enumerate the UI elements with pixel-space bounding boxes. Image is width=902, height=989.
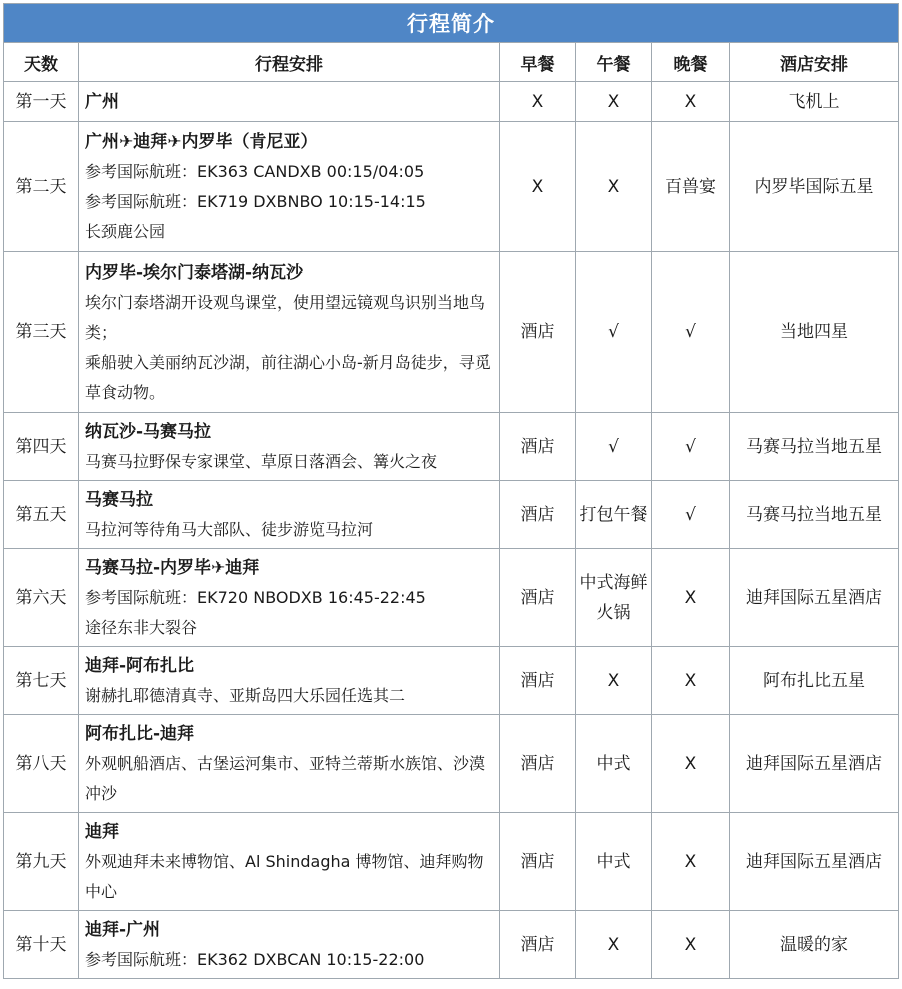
dinner-cell: X bbox=[652, 715, 730, 813]
dinner-cell: √ bbox=[652, 413, 730, 481]
dinner-cell: √ bbox=[652, 252, 730, 413]
itinerary-title: 内罗毕-埃尔门泰塔湖-纳瓦沙 bbox=[85, 262, 304, 283]
itinerary-detail: 马拉河等待角马大部队、徒步游览马拉河 bbox=[85, 520, 374, 539]
day-cell: 第八天 bbox=[4, 715, 79, 813]
breakfast-cell: 酒店 bbox=[500, 813, 576, 911]
itinerary-body bbox=[4, 82, 899, 979]
breakfast-cell: 酒店 bbox=[500, 911, 576, 979]
table-row bbox=[4, 647, 899, 715]
table-row bbox=[4, 122, 899, 252]
hotel-cell: 当地四星 bbox=[730, 252, 899, 413]
dinner-cell: √ bbox=[652, 481, 730, 549]
breakfast-cell: 酒店 bbox=[500, 549, 576, 647]
lunch-cell: √ bbox=[576, 252, 652, 413]
itinerary-cell bbox=[79, 647, 500, 715]
header-itinerary: 行程安排 bbox=[79, 43, 500, 82]
header-row bbox=[4, 43, 899, 82]
lunch-cell: 中式 bbox=[576, 813, 652, 911]
header-hotel: 酒店安排 bbox=[730, 43, 899, 82]
breakfast-cell: 酒店 bbox=[500, 252, 576, 413]
day-cell: 第七天 bbox=[4, 647, 79, 715]
hotel-cell: 飞机上 bbox=[730, 82, 899, 122]
dinner-cell: X bbox=[652, 647, 730, 715]
itinerary-detail: 参考国际航班：EK362 DXBCAN 10:15-22:00 bbox=[85, 950, 425, 969]
itinerary-detail: 埃尔门泰塔湖开设观鸟课堂，使用望远镜观鸟识别当地鸟类； bbox=[85, 292, 486, 342]
itinerary-detail: 参考国际航班：EK720 NBODXB 16:45-22:45 bbox=[85, 588, 426, 607]
hotel-cell: 迪拜国际五星酒店 bbox=[730, 813, 899, 911]
table-row bbox=[4, 715, 899, 813]
itinerary-title: 马赛马拉-内罗毕✈迪拜 bbox=[85, 558, 260, 578]
header-lunch: 午餐 bbox=[576, 43, 652, 82]
itinerary-cell bbox=[79, 413, 500, 481]
table-row bbox=[4, 813, 899, 911]
itinerary-cell bbox=[79, 82, 500, 122]
breakfast-cell: 酒店 bbox=[500, 413, 576, 481]
dinner-cell: X bbox=[652, 82, 730, 122]
itinerary-detail: 乘船驶入美丽纳瓦沙湖，前往湖心小岛-新月岛徒步，寻觅草食动物。 bbox=[85, 352, 491, 402]
itinerary-title: 阿布扎比-迪拜 bbox=[85, 724, 195, 744]
itinerary-cell bbox=[79, 813, 500, 911]
dinner-cell: 百兽宴 bbox=[652, 122, 730, 252]
day-cell: 第九天 bbox=[4, 813, 79, 911]
itinerary-title: 迪拜-阿布扎比 bbox=[85, 656, 195, 676]
itinerary-title: 迪拜 bbox=[85, 822, 119, 842]
itinerary-table bbox=[3, 3, 899, 979]
hotel-cell: 温暖的家 bbox=[730, 911, 899, 979]
header-breakfast: 早餐 bbox=[500, 43, 576, 82]
header-dinner: 晚餐 bbox=[652, 43, 730, 82]
itinerary-detail: 参考国际航班：EK719 DXBNBO 10:15-14:15 bbox=[85, 192, 426, 211]
lunch-cell: X bbox=[576, 647, 652, 715]
itinerary-detail: 外观帆船酒店、古堡运河集市、亚特兰蒂斯水族馆、沙漠冲沙 bbox=[85, 754, 486, 803]
itinerary-title: 纳瓦沙-马赛马拉 bbox=[85, 422, 212, 442]
itinerary-sheet bbox=[3, 3, 898, 979]
itinerary-detail: 谢赫扎耶德清真寺、亚斯岛四大乐园任选其二 bbox=[85, 686, 406, 705]
dinner-cell: X bbox=[652, 911, 730, 979]
day-cell: 第五天 bbox=[4, 481, 79, 549]
day-cell: 第四天 bbox=[4, 413, 79, 481]
dinner-cell: X bbox=[652, 549, 730, 647]
day-cell: 第六天 bbox=[4, 549, 79, 647]
hotel-cell: 迪拜国际五星酒店 bbox=[730, 549, 899, 647]
day-cell: 第二天 bbox=[4, 122, 79, 252]
hotel-cell: 马赛马拉当地五星 bbox=[730, 413, 899, 481]
itinerary-cell bbox=[79, 911, 500, 979]
table-title: 行程简介 bbox=[4, 4, 899, 43]
itinerary-title: 马赛马拉 bbox=[85, 490, 153, 510]
itinerary-detail: 途径东非大裂谷 bbox=[85, 618, 198, 637]
table-row bbox=[4, 252, 899, 413]
table-row bbox=[4, 549, 899, 647]
breakfast-cell: X bbox=[500, 82, 576, 122]
itinerary-title: 广州✈迪拜✈内罗毕（肯尼亚） bbox=[85, 132, 318, 152]
day-cell: 第三天 bbox=[4, 252, 79, 413]
itinerary-cell bbox=[79, 549, 500, 647]
table-row bbox=[4, 481, 899, 549]
day-cell: 第十天 bbox=[4, 911, 79, 979]
table-row bbox=[4, 82, 899, 122]
itinerary-detail: 马赛马拉野保专家课堂、草原日落酒会、篝火之夜 bbox=[85, 452, 438, 471]
title-row bbox=[4, 4, 899, 43]
dinner-cell: X bbox=[652, 813, 730, 911]
breakfast-cell: 酒店 bbox=[500, 481, 576, 549]
lunch-cell: 打包午餐 bbox=[576, 481, 652, 549]
itinerary-cell bbox=[79, 715, 500, 813]
breakfast-cell: 酒店 bbox=[500, 715, 576, 813]
lunch-cell: X bbox=[576, 122, 652, 252]
table-row bbox=[4, 911, 899, 979]
lunch-cell: X bbox=[576, 911, 652, 979]
lunch-cell: X bbox=[576, 82, 652, 122]
lunch-cell: √ bbox=[576, 413, 652, 481]
breakfast-cell: X bbox=[500, 122, 576, 252]
hotel-cell: 迪拜国际五星酒店 bbox=[730, 715, 899, 813]
day-cell: 第一天 bbox=[4, 82, 79, 122]
breakfast-cell: 酒店 bbox=[500, 647, 576, 715]
itinerary-cell bbox=[79, 481, 500, 549]
lunch-cell: 中式海鲜火锅 bbox=[576, 549, 652, 647]
itinerary-cell bbox=[79, 252, 500, 413]
itinerary-detail: 外观迪拜未来博物馆、Al Shindagha 博物馆、迪拜购物中心 bbox=[85, 852, 484, 901]
itinerary-detail: 长颈鹿公园 bbox=[85, 222, 166, 241]
table-row bbox=[4, 413, 899, 481]
itinerary-title: 广州 bbox=[85, 92, 119, 112]
itinerary-cell bbox=[79, 122, 500, 252]
header-day: 天数 bbox=[4, 43, 79, 82]
itinerary-title: 迪拜-广州 bbox=[85, 920, 161, 940]
hotel-cell: 马赛马拉当地五星 bbox=[730, 481, 899, 549]
itinerary-detail: 参考国际航班：EK363 CANDXB 00:15/04:05 bbox=[85, 162, 425, 181]
hotel-cell: 阿布扎比五星 bbox=[730, 647, 899, 715]
lunch-cell: 中式 bbox=[576, 715, 652, 813]
hotel-cell: 内罗毕国际五星 bbox=[730, 122, 899, 252]
